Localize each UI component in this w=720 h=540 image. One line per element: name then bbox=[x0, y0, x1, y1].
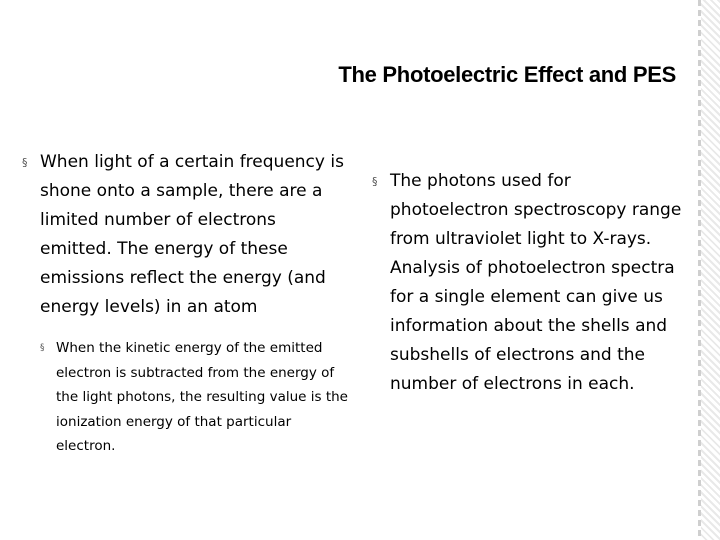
bullet-text: When light of a certain frequency is shone onto a sample, there are a limited number of electrons emitted. The energy of these emissions reflect the energy (and energy levels) in an atom bbox=[40, 152, 344, 317]
sub-bullet-text: When the kinetic energy of the emitted electron is subtracted from the energy of the light photons, the resulting value is the ionization energy of that particular electron. bbox=[56, 340, 348, 454]
bullet-icon: § bbox=[40, 343, 45, 353]
decorative-frame bbox=[698, 0, 720, 540]
right-column bbox=[372, 167, 684, 399]
bullet-item bbox=[22, 148, 352, 322]
bullet-text: The photons used for photoelectron spectroscopy range from ultraviolet light to X-rays. Analysis of photoelectron spectra for a single element can give us information about the shells and subshells of electrons and the number of electrons in each. bbox=[390, 171, 682, 394]
bullet-icon: § bbox=[22, 156, 28, 169]
bullet-item bbox=[372, 167, 684, 399]
left-column bbox=[22, 148, 352, 459]
sub-bullet-item bbox=[40, 336, 352, 459]
bullet-icon: § bbox=[372, 175, 378, 188]
slide-title: The Photoelectric Effect and PES bbox=[338, 62, 676, 87]
